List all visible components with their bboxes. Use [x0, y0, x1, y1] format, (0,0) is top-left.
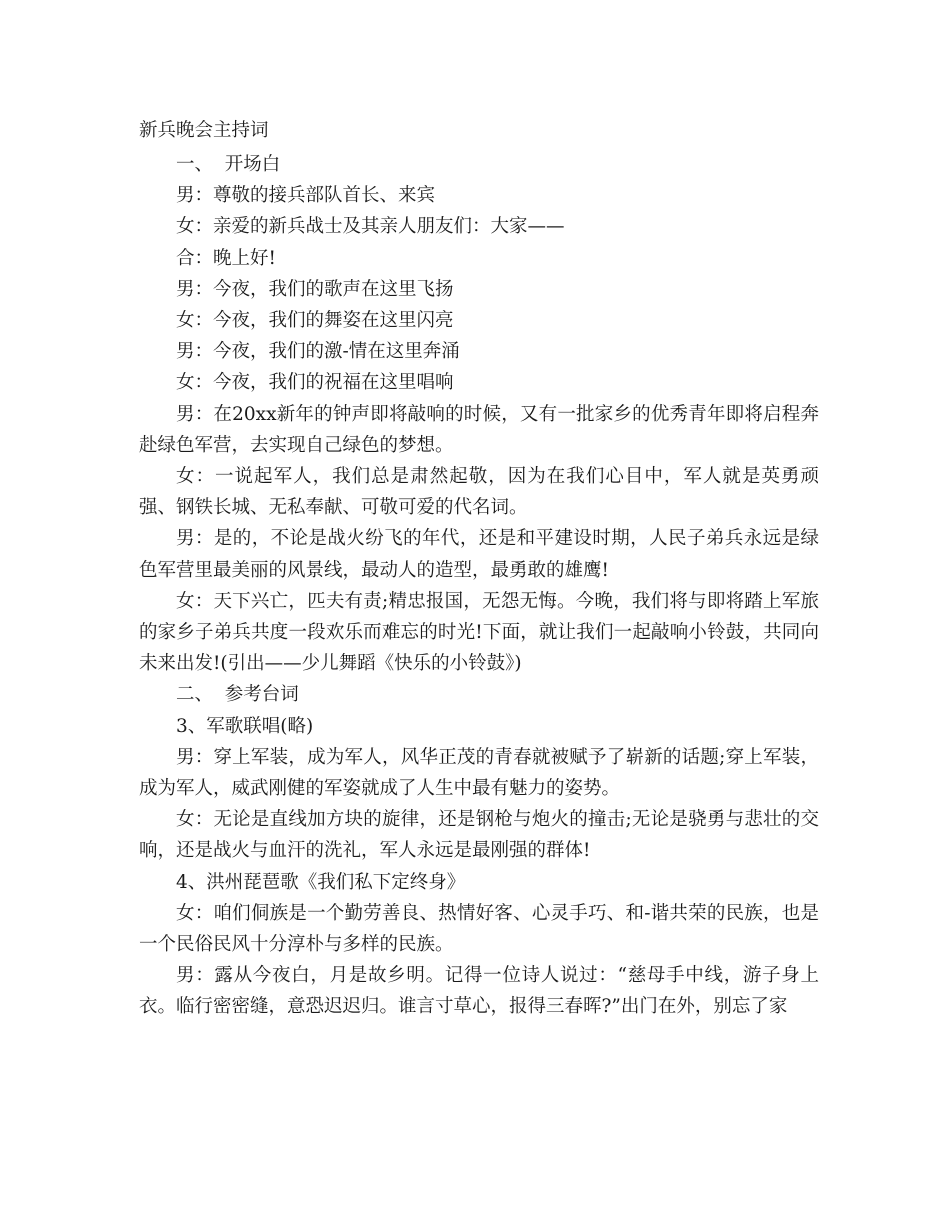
paragraph: 男：穿上军装，成为军人，风华正茂的青春就被赋予了崭新的话题;穿上军装，成为军人，威武刚健的军姿就成了人生中最有魅力的姿势。: [139, 746, 819, 800]
paragraph: 合：晚上好!: [176, 247, 276, 269]
paragraph: 女：今夜，我们的祝福在这里唱响: [176, 372, 454, 394]
paragraph: 4、洪州琵琶歌《我们私下定终身》: [176, 871, 466, 893]
paragraph: 女：今夜，我们的舞姿在这里闪亮: [176, 310, 454, 332]
paragraph: 女：天下兴亡，匹夫有责;精忠报国，无怨无悔。今晚，我们将与即将踏上军旅的家乡子弟兵共度一段欢乐而难忘的时光!下面，就让我们一起敲响小铃鼓，共同向未来出发!(引出——少儿舞蹈《快乐的小铃鼓》): [139, 590, 819, 675]
paragraph: 男：今夜，我们的激-情在这里奔涌: [176, 341, 460, 363]
paragraph: 男：尊敬的接兵部队首长、来宾: [176, 185, 436, 207]
paragraph: 女：咱们侗族是一个勤劳善良、热情好客、心灵手巧、和-谐共荣的民族，也是一个民俗民风十分淳朴与多样的民族。: [139, 902, 819, 956]
paragraph: 男：在20xx新年的钟声即将敲响的时候，又有一批家乡的优秀青年即将启程奔赴绿色军营，去实现自己绿色的梦想。: [139, 403, 819, 456]
paragraph: 男：今夜，我们的歌声在这里飞扬: [176, 278, 454, 300]
paragraph: 男：是的，不论是战火纷飞的年代，还是和平建设时期，人民子弟兵永远是绿色军营里最美丽的风景线，最动人的造型，最勇敢的雄鹰!: [139, 528, 819, 581]
paragraph: 女：亲爱的新兵战士及其亲人朋友们：大家——: [176, 216, 565, 238]
paragraph: 女：一说起军人，我们总是肃然起敬，因为在我们心目中，军人就是英勇顽强、钢铁长城、无私奉献、可敬可爱的代名词。: [139, 466, 819, 519]
paragraph: 3、军歌联唱(略): [176, 715, 314, 737]
section-heading-opening: 一、 开场白: [176, 154, 281, 175]
document-body: [139, 149, 819, 1023]
paragraph: 女：无论是直线加方块的旋律，还是钢枪与炮火的撞击;无论是骁勇与悲壮的交响，还是战火与血汗的洗礼，军人永远是最刚强的群体!: [139, 809, 819, 862]
section-heading-reference-lines: 二、 参考台词: [176, 684, 299, 706]
paragraph: 男：露从今夜白，月是故乡明。记得一位诗人说过：“慈母手中线，游子身上衣。临行密密缝，意恐迟迟归。谁言寸草心，报得三春晖?”出门在外，别忘了家: [139, 965, 819, 1018]
document-title: 新兵晚会主持词: [139, 120, 269, 141]
